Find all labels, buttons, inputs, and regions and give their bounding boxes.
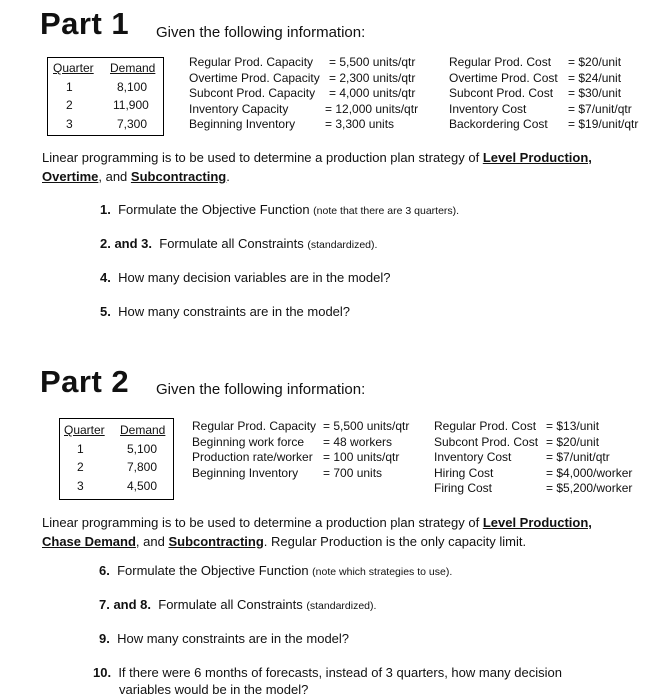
- info-value: = 4,000 units/qtr: [329, 86, 416, 100]
- part1-cost-labels: [449, 55, 558, 133]
- question-9: 9. How many constraints are in the model?: [99, 631, 350, 646]
- info-label: Overtime Prod. Cost: [449, 70, 558, 85]
- info-label: Regular Prod. Capacity: [189, 55, 314, 69]
- table-cell: 4,500: [127, 479, 158, 493]
- question-10: 10. If there were 6 months of forecasts, instead of 3 quarters, how many decision: [93, 665, 562, 680]
- part2-given-text: Given the following information:: [156, 381, 366, 398]
- part2-table-header-demand: Demand: [120, 423, 166, 437]
- info-label: Beginning Inventory: [189, 117, 296, 131]
- table-cell: 8,100: [117, 80, 148, 94]
- info-value: = $7/unit/qtr: [546, 450, 610, 464]
- info-label: Subcont Prod. Cost: [434, 434, 539, 449]
- strategy-chase-demand: Chase Demand: [42, 534, 136, 549]
- table-cell: 2: [66, 98, 73, 112]
- part1-table-header-quarter: Quarter: [53, 61, 94, 75]
- strategy-subcontracting: Subcontracting: [168, 534, 264, 549]
- table-cell: 7,800: [127, 460, 158, 474]
- table-cell: 11,900: [113, 98, 149, 112]
- info-value: = $19/unit/qtr: [568, 117, 639, 131]
- part2-capacity-labels: [192, 419, 316, 481]
- info-label: Subcont Prod. Capacity: [189, 86, 316, 100]
- info-label: Regular Prod. Cost: [449, 55, 552, 69]
- info-label: Subcont Prod. Cost: [449, 86, 554, 100]
- info-value: = 12,000 units/qtr: [325, 101, 419, 116]
- part1-table-header-demand: Demand: [110, 61, 156, 75]
- strategy-subcontracting: Subcontracting: [130, 169, 227, 184]
- info-label: Hiring Cost: [434, 465, 494, 480]
- info-value: = $30/unit: [568, 86, 622, 100]
- info-label: Regular Prod. Cost: [434, 419, 537, 433]
- part1-given-text: Given the following information:: [156, 24, 366, 41]
- info-label: Firing Cost: [434, 481, 493, 495]
- info-label: Beginning Inventory: [192, 465, 299, 480]
- part2-table-header-quarter: Quarter: [64, 423, 105, 437]
- part2-cost-labels: [434, 419, 538, 497]
- info-value: = 2,300 units/qtr: [329, 70, 416, 85]
- part1-lp-paragraph: Linear programming is to be used to determine a production plan strategy of Level Production, Overtime, and Subcontracting.: [42, 150, 592, 184]
- table-cell: 1: [77, 442, 84, 456]
- info-value: = 700 units: [323, 465, 383, 480]
- part2-lp-paragraph: Linear programming is to be used to determine a production plan strategy of Level Production, Chase Demand, and Subcontracting. Regular Production is the only capacity limit.: [42, 515, 592, 549]
- part1-heading: Part 1: [40, 6, 130, 41]
- strategy-level-production: Level Production,: [482, 150, 592, 165]
- question-6: 6. Formulate the Objective Function (note which strategies to use).: [99, 563, 453, 578]
- table-cell: 1: [66, 80, 73, 94]
- info-value: = 3,300 units: [325, 117, 395, 131]
- info-value: = $13/unit: [546, 419, 600, 433]
- info-value: = 48 workers: [323, 434, 393, 449]
- info-value: = $5,200/worker: [546, 481, 633, 495]
- info-value: = $7/unit/qtr: [568, 101, 632, 116]
- strategy-overtime: Overtime: [42, 169, 99, 184]
- info-label: Inventory Capacity: [189, 101, 289, 116]
- question-5: 5. How many constraints are in the model?: [100, 304, 351, 319]
- info-label: Beginning work force: [192, 434, 305, 449]
- info-value: = $4,000/worker: [546, 465, 633, 480]
- question-2-3: 2. and 3. Formulate all Constraints (standardized).: [100, 236, 378, 251]
- table-cell: 3: [66, 117, 73, 131]
- question-1: 1. Formulate the Objective Function (note that there are 3 quarters).: [100, 202, 460, 217]
- question-10-line2: variables would be in the model?: [119, 682, 309, 697]
- info-value: = 5,500 units/qtr: [329, 55, 416, 69]
- info-label: Overtime Prod. Capacity: [189, 70, 320, 85]
- info-label: Inventory Cost: [449, 101, 527, 116]
- table-cell: 3: [77, 479, 84, 493]
- strategy-level-production: Level Production,: [482, 515, 592, 530]
- part1-capacity-labels: [189, 55, 320, 133]
- info-value: = $24/unit: [568, 70, 622, 85]
- info-label: Backordering Cost: [449, 117, 548, 131]
- table-cell: 2: [77, 460, 84, 474]
- info-value: = $20/unit: [546, 434, 600, 449]
- question-4: 4. How many decision variables are in the model?: [100, 270, 391, 285]
- question-7-8: 7. and 8. Formulate all Constraints (standardized).: [99, 597, 377, 612]
- info-value: = 5,500 units/qtr: [323, 419, 410, 433]
- info-value: = $20/unit: [568, 55, 622, 69]
- info-label: Inventory Cost: [434, 450, 512, 464]
- part2-heading: Part 2: [40, 364, 130, 399]
- info-label: Production rate/worker: [192, 450, 313, 464]
- table-cell: 5,100: [127, 442, 158, 456]
- table-cell: 7,300: [117, 117, 148, 131]
- info-value: = 100 units/qtr: [323, 450, 400, 464]
- info-label: Regular Prod. Capacity: [192, 419, 317, 433]
